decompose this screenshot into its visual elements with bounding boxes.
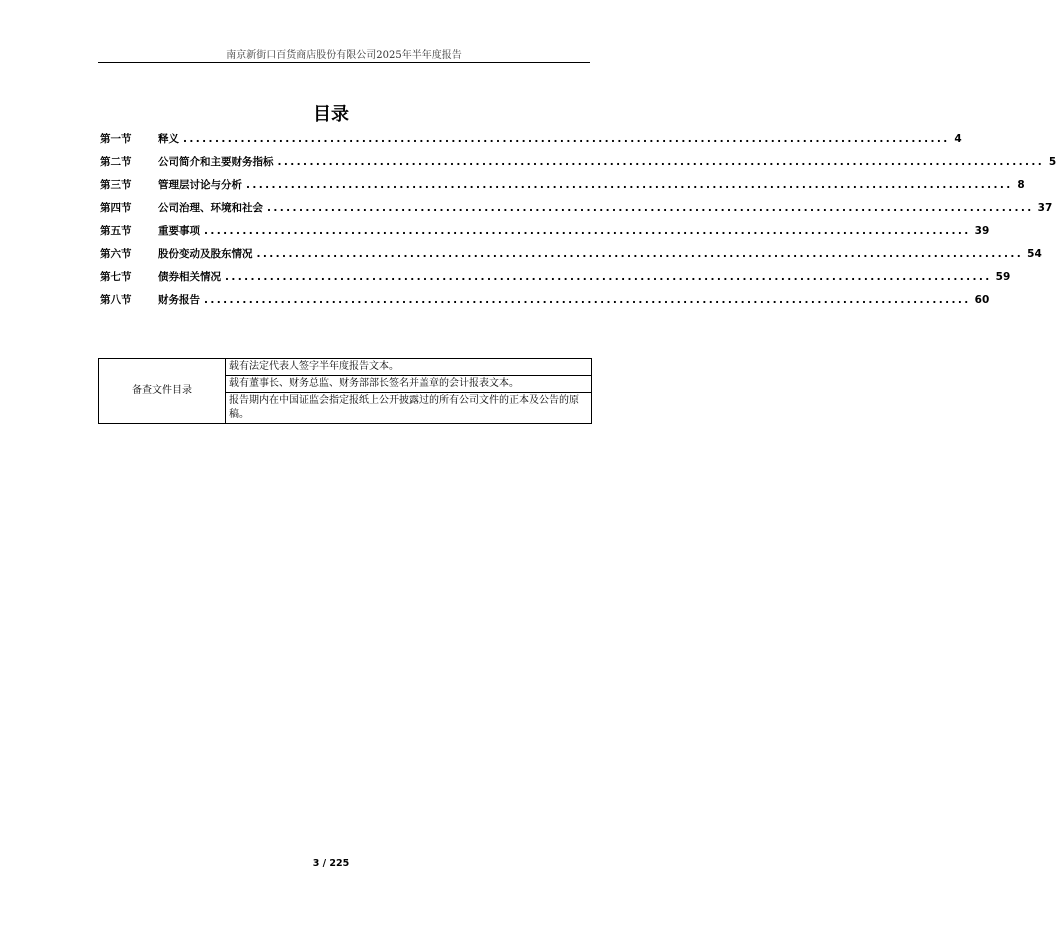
toc-section-number: 第二节 (100, 156, 132, 168)
toc-section-name: 公司治理、环境和社会 (158, 202, 263, 214)
toc-dot-leader: ........................................................................................................................ (256, 248, 1024, 260)
reference-doc-item: 报告期内在中国证监会指定报纸上公开披露过的所有公司文件的正本及公告的原稿。 (226, 393, 592, 424)
toc-section-number: 第五节 (100, 225, 132, 237)
reference-docs-label: 备查文件目录 (99, 359, 226, 424)
toc-section-number: 第四节 (100, 202, 132, 214)
toc-section-number: 第三节 (100, 179, 132, 191)
toc-page-number: 60 (974, 294, 990, 306)
toc-list (100, 131, 1056, 315)
toc-section-name: 重要事项 (158, 225, 200, 237)
toc-entry[interactable] (100, 269, 1011, 292)
toc-page-number: 39 (974, 225, 990, 237)
toc-dot-leader: ........................................................................................................................ (204, 294, 971, 306)
toc-section-name: 债券相关情况 (158, 271, 221, 283)
toc-entry[interactable] (100, 177, 1025, 200)
toc-section-name: 管理层讨论与分析 (158, 179, 242, 191)
toc-section-name: 财务报告 (158, 294, 200, 306)
toc-entry[interactable] (100, 131, 962, 154)
toc-entry[interactable] (100, 292, 990, 315)
toc-entry[interactable] (100, 154, 1056, 177)
toc-dot-leader: ........................................................................................................................ (183, 133, 950, 145)
toc-dot-leader: ........................................................................................................................ (246, 179, 1013, 191)
toc-title: 目录 (313, 104, 349, 125)
toc-section-number: 第八节 (100, 294, 132, 306)
page-number: 3 / 225 (312, 858, 350, 869)
header-divider (98, 62, 590, 63)
toc-entry[interactable] (100, 200, 1053, 223)
toc-entry[interactable] (100, 223, 990, 246)
toc-section-number: 第七节 (100, 271, 132, 283)
toc-page-number: 59 (995, 271, 1011, 283)
toc-page-number: 8 (1017, 179, 1025, 191)
toc-section-number: 第一节 (100, 133, 132, 145)
toc-dot-leader: ........................................................................................................................ (267, 202, 1034, 214)
toc-section-name: 股份变动及股东情况 (158, 248, 253, 260)
toc-page-number: 5 (1048, 156, 1056, 168)
toc-dot-leader: ........................................................................................................................ (277, 156, 1045, 168)
table-row (99, 359, 592, 376)
toc-entry[interactable] (100, 246, 1042, 269)
toc-section-number: 第六节 (100, 248, 132, 260)
toc-page-number: 4 (954, 133, 962, 145)
page-header: 南京新街口百货商店股份有限公司2025年半年度报告 (226, 50, 462, 61)
toc-page-number: 37 (1037, 202, 1053, 214)
toc-section-name: 释义 (158, 133, 179, 145)
reference-documents-table (98, 358, 592, 424)
toc-dot-leader: ........................................................................................................................ (225, 271, 992, 283)
reference-doc-item: 载有董事长、财务总监、财务部部长签名并盖章的会计报表文本。 (226, 376, 592, 393)
reference-doc-item: 载有法定代表人签字半年度报告文本。 (226, 359, 592, 376)
toc-dot-leader: ........................................................................................................................ (204, 225, 971, 237)
toc-section-name: 公司简介和主要财务指标 (158, 156, 274, 168)
toc-page-number: 54 (1027, 248, 1042, 260)
